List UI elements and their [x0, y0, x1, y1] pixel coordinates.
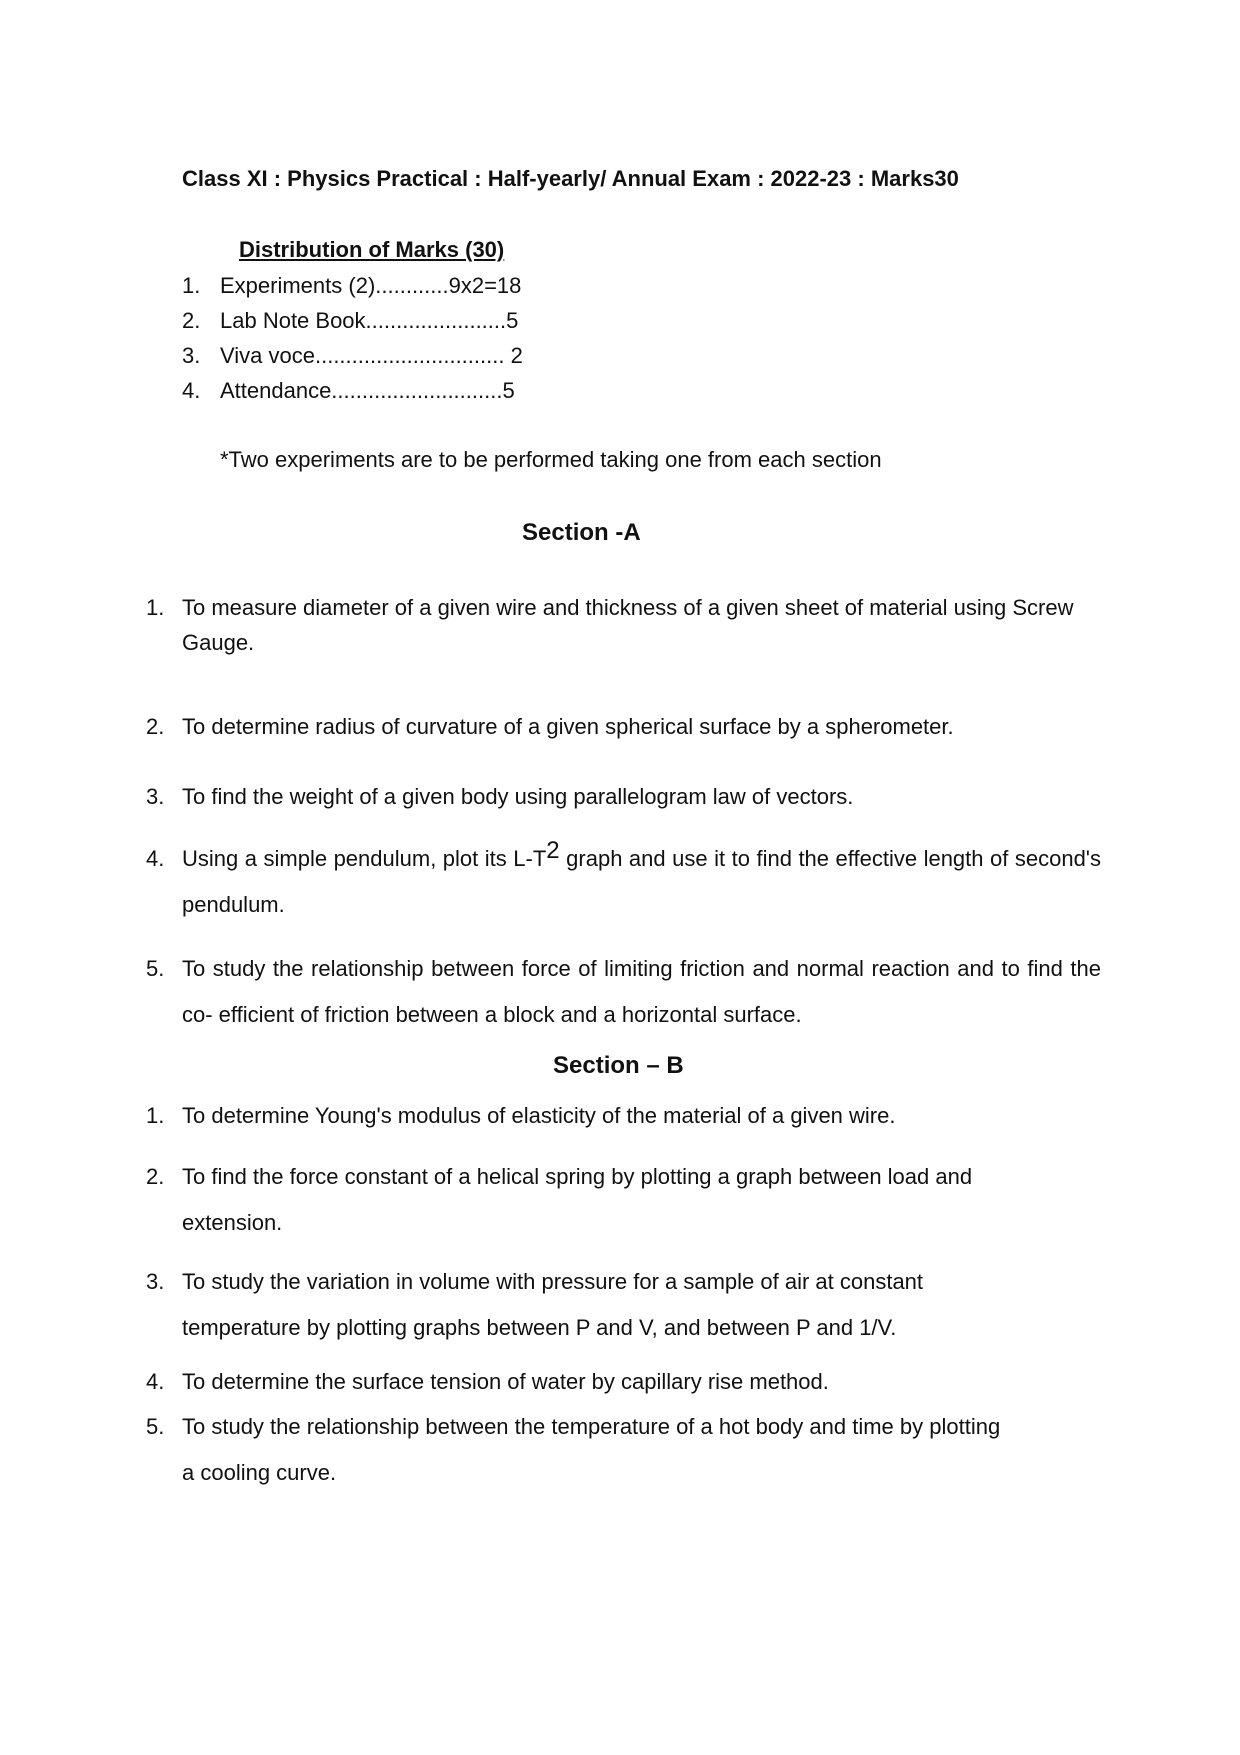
- item-text-part: Using a simple pendulum, plot its L-T: [182, 846, 547, 871]
- section-b-item-5: [146, 1404, 1006, 1496]
- section-a-item-2: [146, 709, 1101, 744]
- section-a-heading: Section -A: [522, 519, 641, 546]
- distribution-item-number: 3.: [182, 343, 201, 368]
- item-number: 2.: [146, 714, 165, 739]
- item-text: To determine Young's modulus of elasticity of the material of a given wire.: [182, 1103, 896, 1128]
- distribution-item-text: Attendance............................5: [220, 378, 515, 403]
- distribution-list: [182, 268, 523, 408]
- item-text: To study the relationship between the temperature of a hot body and time by plotting a cooling curve.: [182, 1414, 1001, 1485]
- item-text: To find the force constant of a helical spring by plotting a graph between load and extension.: [182, 1164, 973, 1235]
- item-number: 4.: [146, 846, 165, 871]
- distribution-item-text: Experiments (2)............9x2=18: [220, 273, 522, 298]
- item-text: To measure diameter of a given wire and thickness of a given sheet of material using Screw Gauge.: [182, 595, 1074, 655]
- item-text-part: graph and use it to find the effective length of second's pendulum.: [182, 846, 1102, 917]
- distribution-item: [182, 338, 523, 373]
- item-text: To find the weight of a given body using parallelogram law of vectors.: [182, 784, 854, 809]
- distribution-item-number: 1.: [182, 273, 201, 298]
- section-b-heading: Section – B: [553, 1052, 684, 1079]
- distribution-item-text: Viva voce............................... 2: [220, 343, 523, 368]
- item-number: 3.: [146, 1269, 165, 1294]
- section-b-item-1: [146, 1098, 1101, 1133]
- item-number: 1.: [146, 595, 165, 620]
- distribution-item: [182, 373, 523, 408]
- distribution-item-number: 4.: [182, 378, 201, 403]
- section-b-item-4: [146, 1364, 1101, 1399]
- experiments-note: *Two experiments are to be performed taking one from each section: [220, 447, 882, 472]
- superscript: 2: [546, 837, 560, 864]
- item-text: To determine radius of curvature of a given spherical surface by a spherometer.: [182, 714, 954, 739]
- section-b-item-2: [146, 1154, 1046, 1246]
- item-text: To study the relationship between force of limiting friction and normal reaction and to find the co- efficient of friction between a block and a horizontal surface.: [182, 956, 1101, 1027]
- item-number: 5.: [146, 956, 165, 981]
- section-a-item-5: [146, 946, 1101, 1038]
- item-number: 1.: [146, 1103, 165, 1128]
- item-number: 5.: [146, 1414, 165, 1439]
- section-a-item-4: [146, 836, 1101, 928]
- item-text: [182, 836, 1101, 928]
- item-text: To determine the surface tension of water by capillary rise method.: [182, 1369, 829, 1394]
- distribution-item-text: Lab Note Book.......................5: [220, 308, 519, 333]
- document-title: Class XI : Physics Practical : Half-yearly/ Annual Exam : 2022-23 : Marks30: [182, 166, 959, 191]
- section-a-item-3: [146, 779, 1101, 814]
- item-text: To study the variation in volume with pressure for a sample of air at constant temperature by plotting graphs between P and V, and between P and 1/V.: [182, 1269, 924, 1340]
- section-a-item-1: [146, 590, 1101, 660]
- section-b-item-3: [146, 1259, 1006, 1351]
- item-number: 3.: [146, 784, 165, 809]
- item-number: 4.: [146, 1369, 165, 1394]
- distribution-item: [182, 268, 523, 303]
- distribution-heading: Distribution of Marks (30): [239, 237, 505, 262]
- distribution-item: [182, 303, 523, 338]
- item-number: 2.: [146, 1164, 165, 1189]
- distribution-item-number: 2.: [182, 308, 201, 333]
